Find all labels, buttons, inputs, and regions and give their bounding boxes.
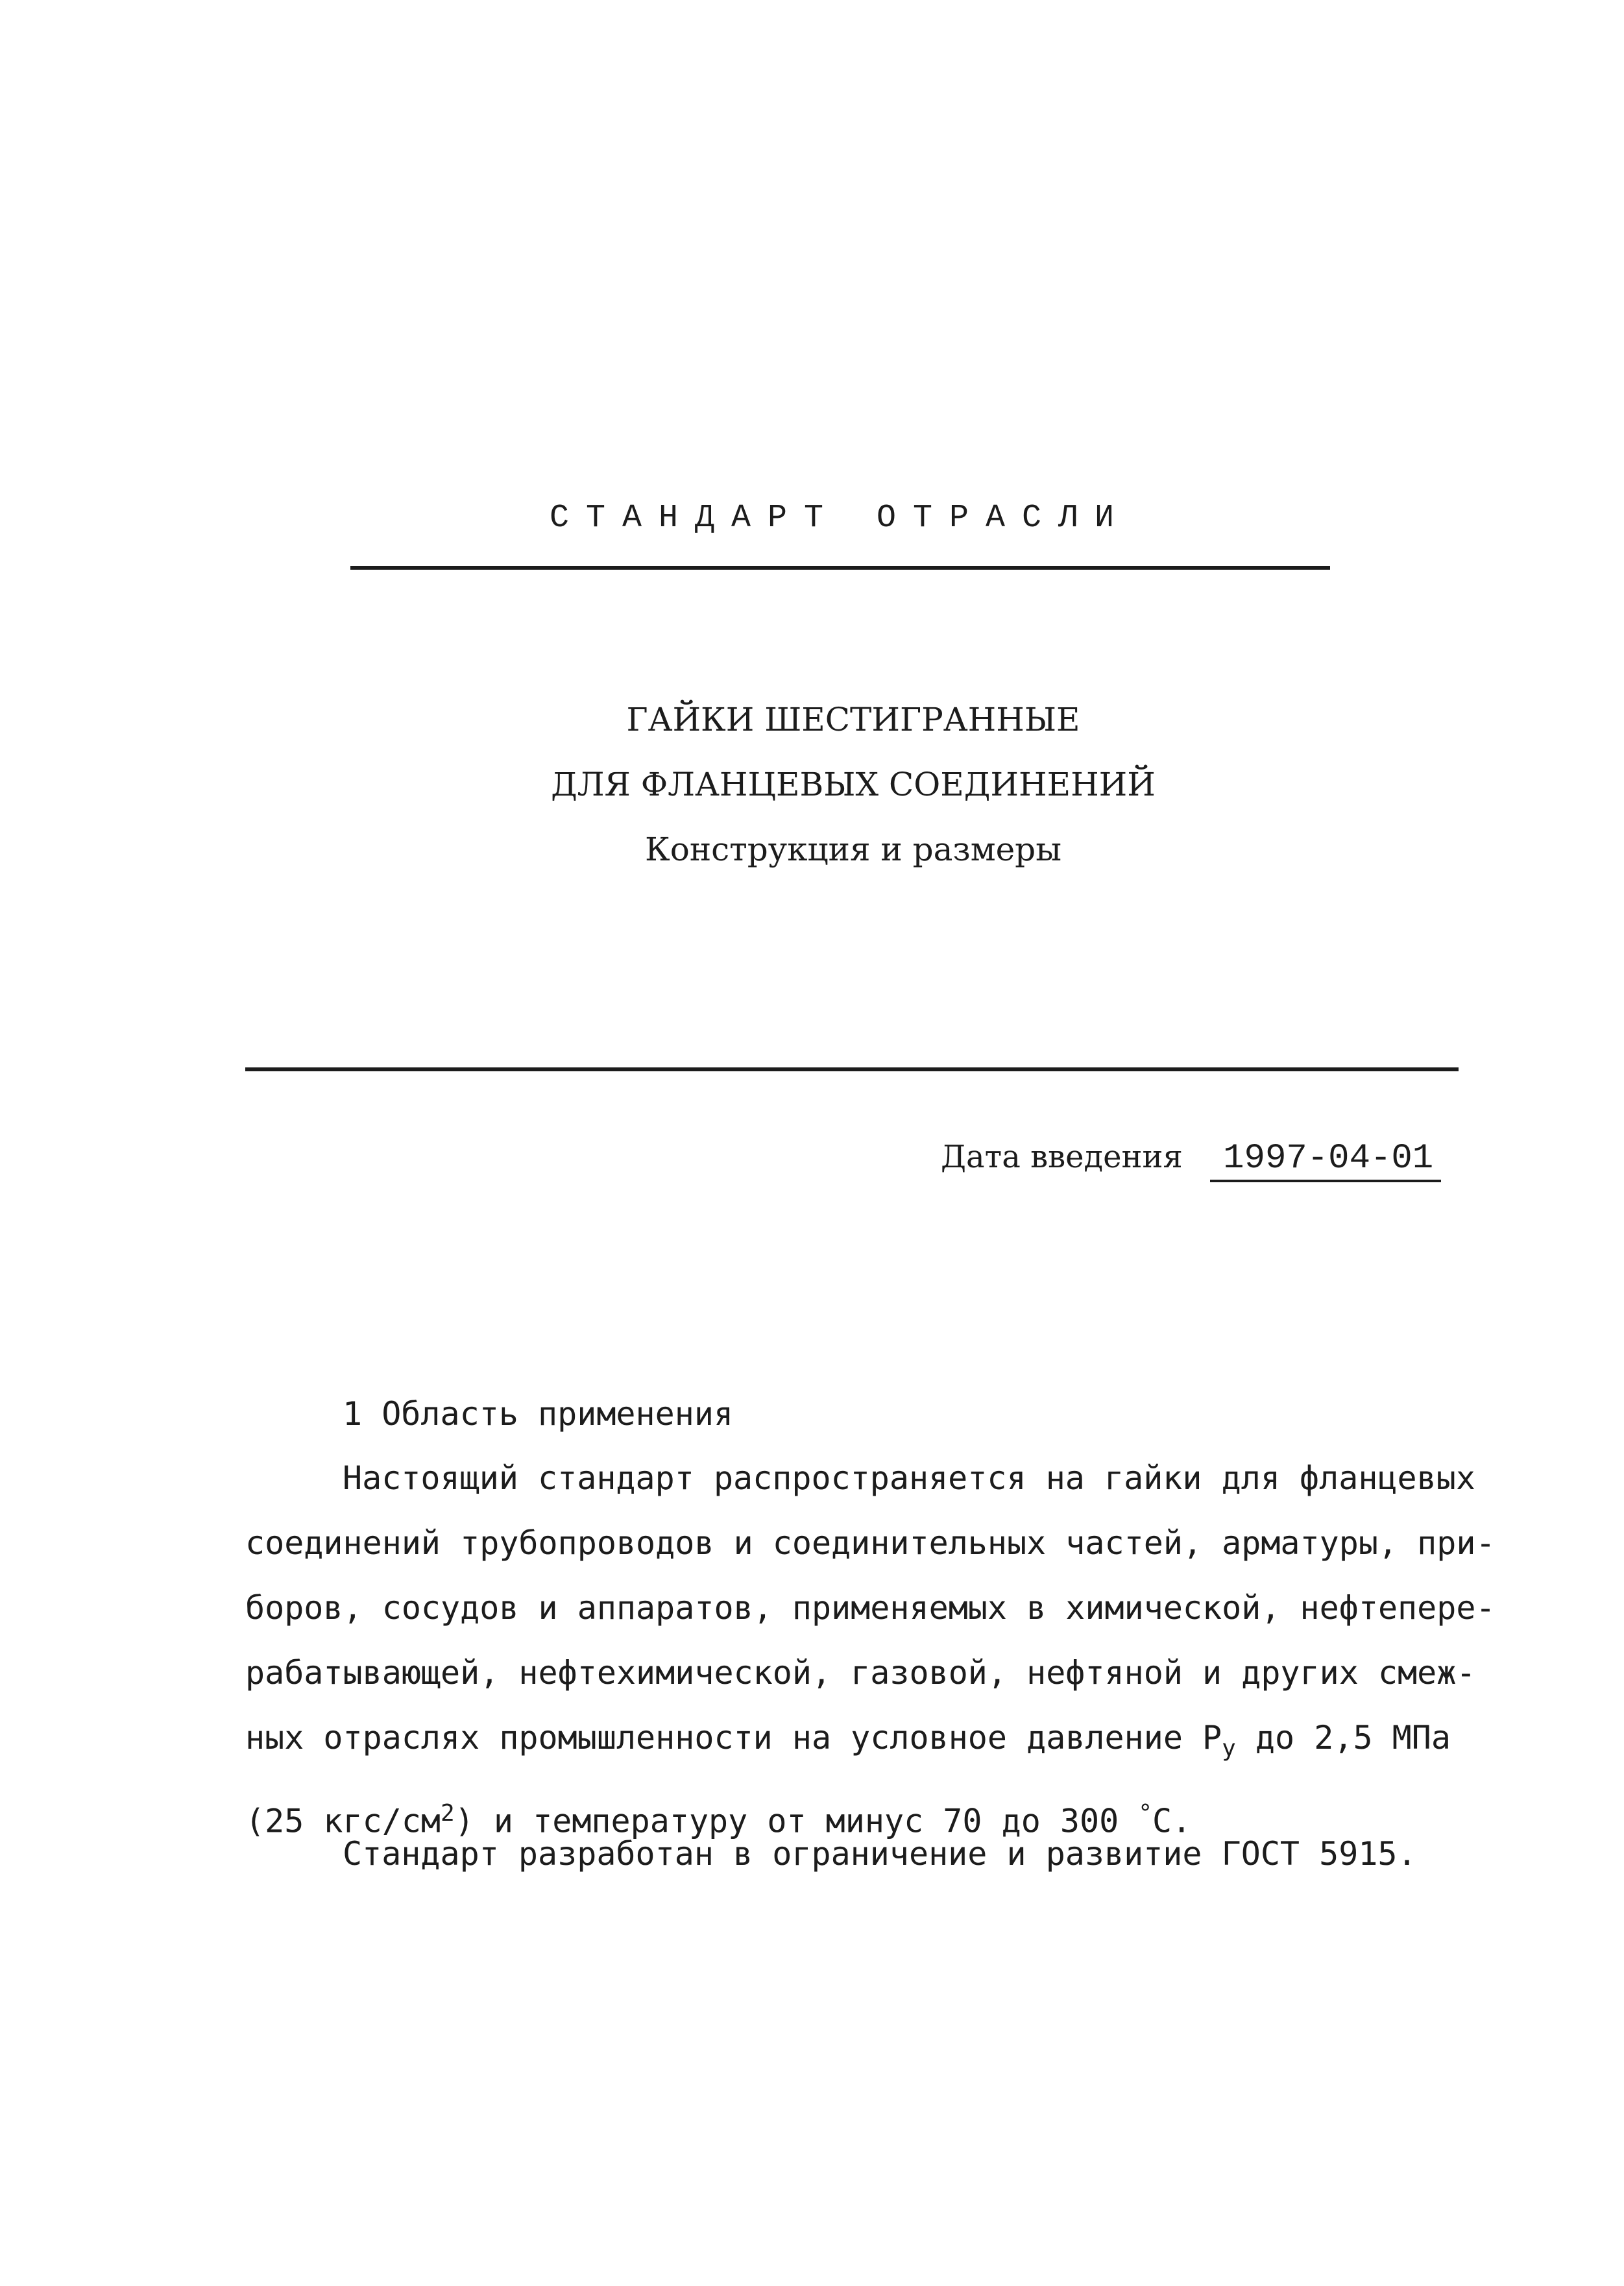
body-line-5-text: ных отраслях промышленности на условное давление Р — [245, 1719, 1222, 1757]
section-body — [245, 1446, 1517, 1854]
body-line-4: рабатывающей, нефтехимической, газовой, нефтяной и других смеж- — [245, 1654, 1476, 1692]
title-rule — [245, 1067, 1459, 1071]
body-line-3: боров, сосудов и аппаратов, применяемых в химической, нефтепере- — [245, 1589, 1496, 1627]
introduction-date — [941, 1139, 1441, 1178]
body-line-5-tail: до 2,5 МПа — [1235, 1719, 1451, 1757]
body-line-6-middle: ) и температуру от минус 70 до 300 — [454, 1802, 1139, 1840]
introduction-date-label: Дата введения — [941, 1139, 1183, 1175]
degree-superscript: ° — [1138, 1800, 1152, 1827]
standard-note: Стандарт разработан в ограничение и развитие ГОСТ 5915. — [343, 1835, 1417, 1873]
header-rule — [350, 566, 1330, 570]
section-heading: 1 Область применения — [343, 1395, 734, 1433]
body-line-6-text: (25 кгс/см — [245, 1802, 441, 1840]
body-line-6-tail: С. — [1152, 1802, 1192, 1840]
body-line-2: соединений трубопроводов и соединительных частей, арматуры, при- — [245, 1524, 1496, 1562]
body-line-1: Настоящий стандарт распространяется на гайки для фланцевых — [343, 1459, 1475, 1497]
introduction-date-value: 1997-04-01 — [1210, 1139, 1441, 1182]
document-subtitle: Конструкция и размеры — [645, 831, 1061, 868]
standard-header-title: СТАНДАРТ ОТРАСЛИ — [549, 500, 1132, 537]
document-title-line-1: ГАЙКИ ШЕСТИГРАННЫЕ — [626, 701, 1080, 738]
document-title-line-2: ДЛЯ ФЛАНЦЕВЫХ СОЕДИНЕНИЙ — [551, 766, 1156, 803]
body-line-5 — [245, 1705, 1517, 1781]
pressure-subscript: у — [1222, 1735, 1236, 1762]
area-superscript: 2 — [441, 1800, 455, 1827]
